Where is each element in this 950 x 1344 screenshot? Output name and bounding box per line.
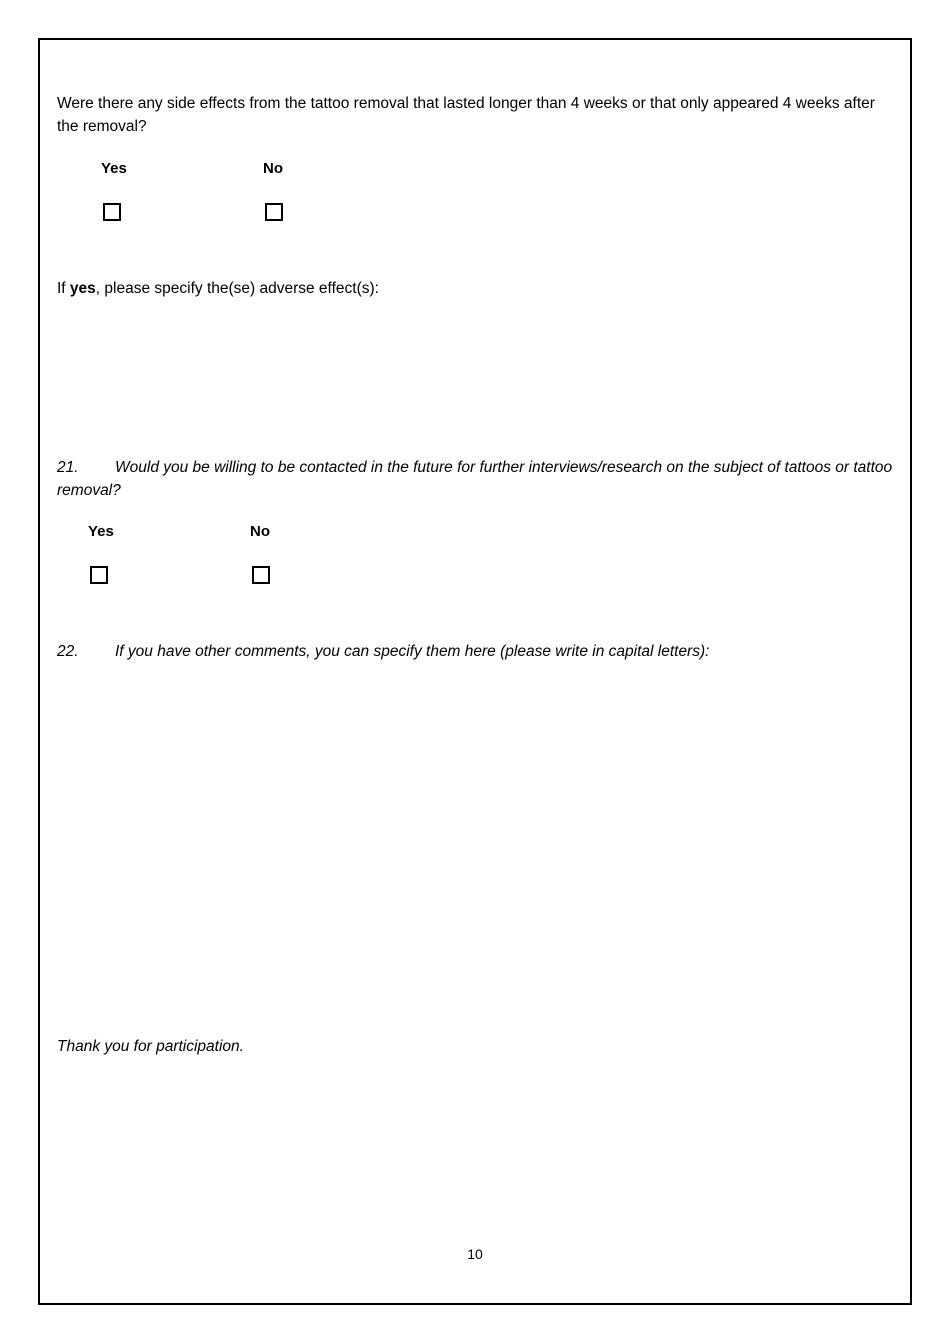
side-effects-yes-checkbox[interactable] <box>103 203 121 221</box>
q21-yes-label: Yes <box>88 523 114 540</box>
q21-no-label: No <box>250 523 270 540</box>
question-22-text: If you have other comments, you can specify them here (please write in capital letters): <box>115 643 710 660</box>
thank-you-note: Thank you for participation. <box>57 1038 244 1055</box>
side-effects-specify-prompt <box>57 277 897 300</box>
question-21 <box>57 456 897 502</box>
side-effects-question: Were there any side effects from the tattoo removal that lasted longer than 4 weeks or that only appeared 4 weeks after the removal? <box>57 95 875 135</box>
comments-answer-area[interactable] <box>57 670 897 1020</box>
question-21-text: Would you be willing to be contacted in the future for further interviews/research on the subject of tattoos or tattoo removal? <box>57 459 893 499</box>
side-effects-yes-label: Yes <box>101 160 127 177</box>
side-effects-no-checkbox[interactable] <box>265 203 283 221</box>
question-21-number: 21. <box>57 459 79 476</box>
question-22-number: 22. <box>57 643 79 660</box>
q21-yes-checkbox[interactable] <box>90 566 108 584</box>
side-effects-answer-area[interactable] <box>57 305 897 445</box>
side-effects-no-label: No <box>263 160 283 177</box>
specify-suffix: , please specify the(se) adverse effect(s): <box>95 280 379 297</box>
specify-prefix: If <box>57 280 70 297</box>
page-number: 10 <box>467 1246 483 1262</box>
specify-bold-yes: yes <box>69 280 96 297</box>
question-22 <box>57 640 897 663</box>
q21-no-checkbox[interactable] <box>252 566 270 584</box>
